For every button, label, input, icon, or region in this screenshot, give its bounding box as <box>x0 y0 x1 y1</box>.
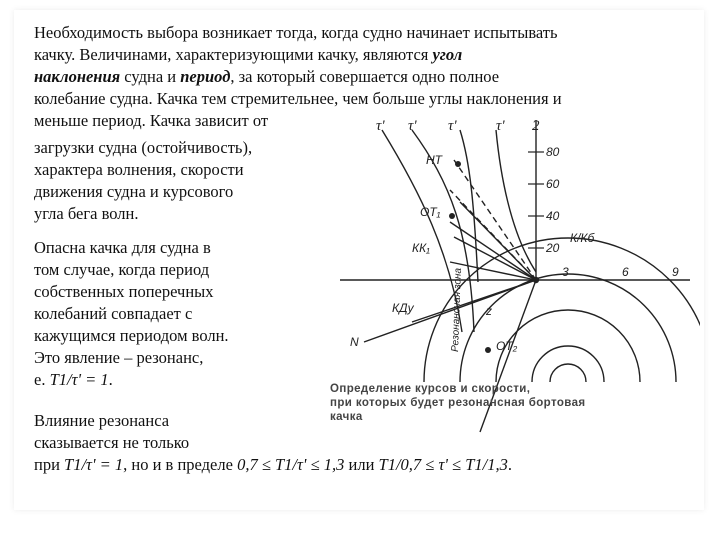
origin-point <box>533 277 539 283</box>
tau-label: τ' <box>448 118 457 134</box>
text-line: сказывается не только <box>34 433 190 452</box>
label-ot2: ОТ₂ <box>496 339 518 353</box>
text-segment: . <box>108 370 113 389</box>
scale-label: 20 <box>546 241 560 255</box>
caption-line: Определение курсов и скорости, <box>330 383 531 395</box>
tau-curve <box>460 130 478 282</box>
text-segment: судна и <box>120 67 181 86</box>
text-segment: . <box>507 455 512 474</box>
text-segment: , за который совершается одно полное <box>230 67 500 86</box>
formula: T1/0,7 ≤ τ' ≤ T1/1,3 <box>378 455 508 474</box>
point-ht <box>455 161 461 167</box>
text-line: колебание судна. Качка тем стремительнее, чем больше углы наклонения и <box>34 89 562 108</box>
paragraph-factors <box>34 137 334 225</box>
tau-curve <box>412 130 474 332</box>
text-line: меньше период. Качка зависит от <box>34 111 269 130</box>
label-kd: КДу <box>392 301 414 315</box>
text-line: Опасна качка для судна в <box>34 238 211 257</box>
scale-label: 60 <box>546 177 560 191</box>
formula: T1/τ' = 1 <box>64 455 124 474</box>
course-line <box>460 202 536 280</box>
emphasis-term: период <box>180 67 231 86</box>
text-segment: или <box>344 455 379 474</box>
point-ot1 <box>449 213 455 219</box>
caption-line: качка <box>330 411 363 423</box>
text-line: Это явление – резонанс, <box>34 348 204 367</box>
formula: 0,7 ≤ T1/τ' ≤ 1,3 <box>237 455 345 474</box>
text-segment: е. <box>34 370 50 389</box>
emphasis-term: угол <box>432 45 463 64</box>
text-line: Влияние резонанса <box>34 411 170 430</box>
axis-top-label: 2 <box>532 118 540 134</box>
text-line <box>34 66 684 88</box>
text-line: характера волнения, скорости <box>34 160 244 179</box>
course-line <box>412 280 536 322</box>
point-ot2 <box>485 347 491 353</box>
text-line: Необходимость выбора возникает тогда, когда судно начинает испытывать <box>34 23 558 42</box>
arc-label: 3 <box>562 265 569 279</box>
tau-label: τ' <box>408 118 417 134</box>
label-resonance-zone: Резонансная зона <box>450 267 464 353</box>
text-line: движения судна и курсового <box>34 182 234 201</box>
text-line: загрузки судна (остойчивость), <box>34 138 253 157</box>
heading-line <box>454 160 536 280</box>
tau-label: τ' <box>376 118 385 134</box>
label-n: N <box>350 335 359 349</box>
formula: T1/τ' = 1 <box>49 370 109 389</box>
text-line <box>34 454 694 476</box>
emphasis-term: наклонения <box>34 67 121 86</box>
caption-line: при которых будет резонансная бортовая <box>330 397 586 409</box>
text-line: кажущимся периодом волн. <box>34 326 229 345</box>
text-line: том случае, когда период <box>34 260 210 279</box>
text-segment: качку. Величинами, характеризующими качку, являются <box>34 45 429 64</box>
paragraph-resonance <box>34 237 304 391</box>
label-kk1: КК₁ <box>412 241 430 255</box>
text-line <box>34 369 304 391</box>
text-line: угла бега волн. <box>34 204 139 223</box>
label-ot1: ОТ₁ <box>420 205 441 219</box>
tau-label: τ' <box>496 118 505 134</box>
arc-9 <box>460 274 676 382</box>
figure-caption <box>330 382 695 424</box>
arc-label: 6 <box>622 265 629 279</box>
text-line: колебаний совпадает с <box>34 304 193 323</box>
scale-label: 80 <box>546 145 560 159</box>
label-z: z <box>486 304 492 318</box>
arc-small <box>550 364 586 382</box>
text-segment: при <box>34 455 65 474</box>
text-segment: , но и в пределе <box>123 455 238 474</box>
label-kkb: К/Кб <box>570 231 595 245</box>
text-line <box>34 44 684 66</box>
text-line: собственных поперечных <box>34 282 214 301</box>
arc-label: 9 <box>672 265 679 279</box>
label-ht: НТ <box>426 153 442 167</box>
scale-label: 40 <box>546 209 560 223</box>
